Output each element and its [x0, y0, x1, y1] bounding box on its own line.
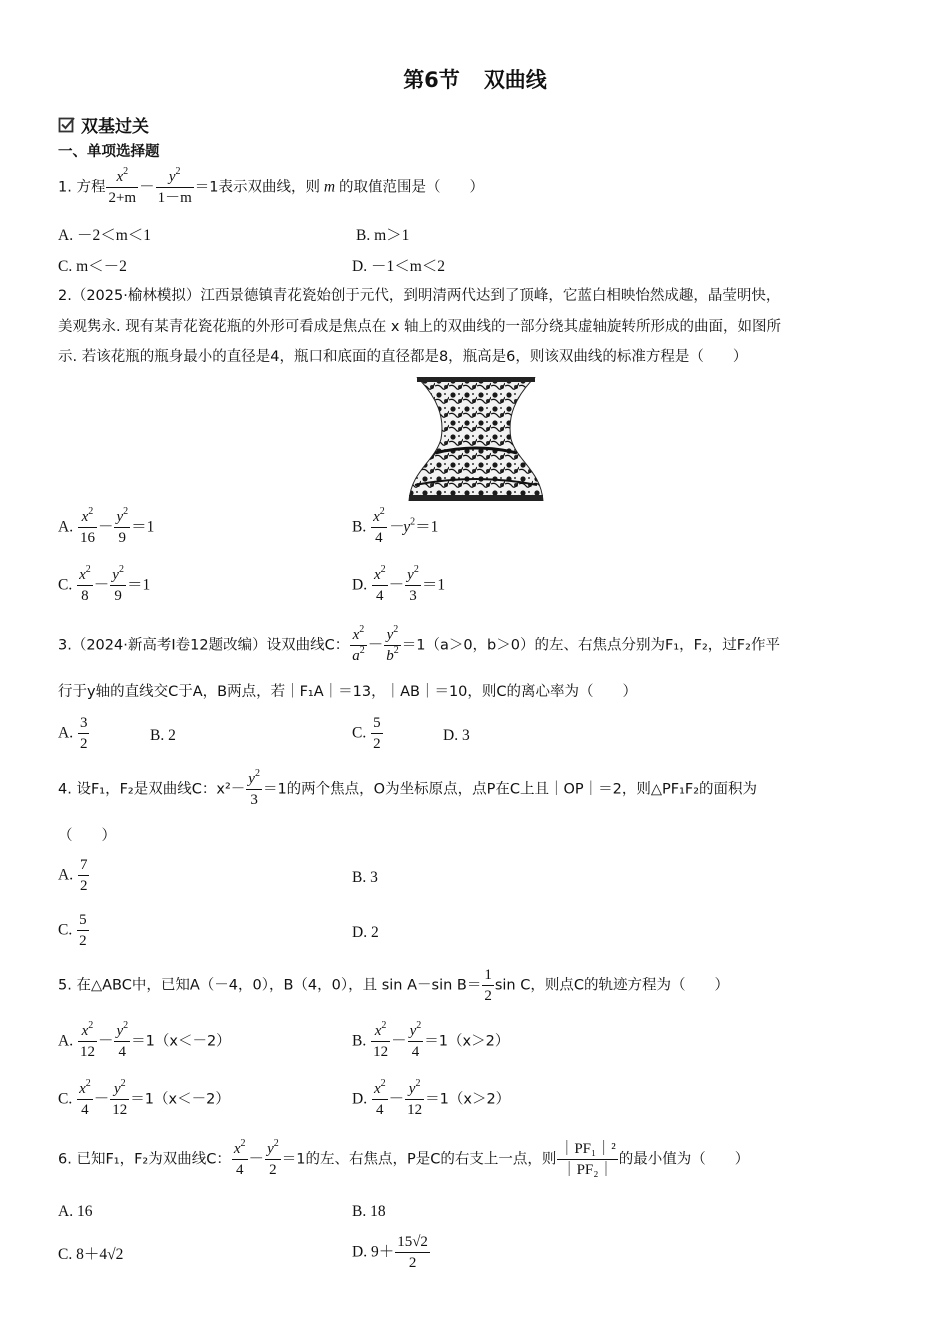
q2a-num1: x	[81, 509, 89, 525]
q2a-den1: 16	[78, 527, 97, 546]
q1-option-c: C. m＜－2	[58, 258, 127, 275]
q3a-label: A.	[58, 724, 74, 742]
q1-f1-num: x	[116, 169, 124, 185]
q4-option-b: B. 3	[352, 869, 378, 886]
q3c-num: 5	[373, 715, 381, 731]
q3-den1: a	[352, 648, 360, 664]
q6-post: ＝1的左、右焦点，P是C的右支上一点，则	[281, 1151, 557, 1168]
q2-line-3: 示. 若该花瓶的瓶身最小的直径是4，瓶口和底面的直径都是8，瓶高是6，则该双曲线的标准方程是（ ）	[58, 349, 748, 365]
question-5	[58, 968, 729, 1004]
q6-fden: ｜PF₂｜	[557, 1159, 617, 1178]
q5-option-d: D. $\frac{x^2}{4}$ － $\frac{y^2}{12}$ ＝1（x＞2）	[352, 1078, 511, 1118]
q2b-label: B.	[352, 518, 367, 536]
q3c-den: 2	[371, 733, 383, 752]
q6d-label: D. 9＋	[352, 1243, 395, 1261]
q5-den: 2	[482, 985, 494, 1004]
q3a-den: 2	[78, 733, 90, 752]
q2a-den2: 9	[114, 527, 130, 546]
q5d-den1: 4	[372, 1099, 388, 1118]
q3-option-d: D. 3	[443, 727, 470, 744]
q1-f1-den: 2+m	[106, 187, 138, 206]
q6-option-a: A. 16	[58, 1203, 93, 1220]
q5-option-a: A. $\frac{x^2}{12}$ － $\frac{y^2}{4}$ ＝1（x＜－2）	[58, 1020, 231, 1060]
q5c-den1: 4	[77, 1099, 93, 1118]
section-number: 第6节	[403, 68, 460, 92]
q2d-num1: x	[373, 567, 381, 583]
q2d-label: D.	[352, 576, 368, 594]
q6d-den: 2	[395, 1252, 430, 1271]
q1-f2-num: y	[168, 169, 176, 185]
q1-post2: 的取值范围是（ ）	[338, 179, 484, 196]
q4-option-d: D. 2	[352, 924, 379, 941]
q5c-label: C.	[58, 1090, 73, 1108]
question-4: 4. 设F₁，F₂是双曲线C：x²－ $\frac{y^2}{3}$ ＝1的两个焦点，O为坐标原点，点P在C上且｜OP｜＝2，则△PF₁F₂的面积为	[58, 768, 758, 808]
q3-pre: 3.（2024·新高考Ⅰ卷12题改编）设双曲线C：	[58, 637, 350, 654]
q4a-label: A.	[58, 866, 74, 884]
q2c-num1: x	[79, 567, 86, 583]
q1-frac-1: $\frac{x^2}{2+m}$	[108, 166, 137, 206]
q4c-num: 5	[79, 912, 87, 928]
q6-option-c: C. 8＋4√2	[58, 1246, 124, 1263]
q3a-num: 3	[79, 715, 88, 731]
q1-f2-den: 1－m	[156, 187, 194, 206]
q3-num2: y	[386, 627, 394, 643]
q6-option-b: B. 18	[352, 1203, 386, 1220]
q5b-label: B.	[352, 1032, 367, 1050]
q4-post: ＝1的两个焦点，O为坐标原点，点P在C上且｜OP｜＝2，则△PF₁F₂的面积为	[262, 781, 758, 798]
q5d-label: D.	[352, 1090, 368, 1108]
category-header	[58, 112, 149, 137]
vase-image	[407, 377, 545, 501]
q3c-label: C.	[352, 724, 367, 742]
q2-option-a: A. $\frac{x^2}{16}$ － $\frac{y^2}{9}$ ＝1	[58, 506, 155, 546]
q4-den: 3	[246, 789, 262, 808]
q2b-num1: x	[373, 509, 380, 525]
question-1: 1. 方程 $\frac{x^2}{2+m}$ － $\frac{y^2}{1-m}$ ＝1表示双曲线，则 m 的取值范围是（ ）	[58, 166, 484, 206]
q2c-num2: y	[112, 567, 119, 583]
q1-option-b: B. m＞1	[356, 227, 410, 244]
q6-post2: 的最小值为（ ）	[618, 1151, 750, 1168]
q2a-rhs: ＝1	[131, 518, 155, 536]
q2a-label: A.	[58, 518, 74, 536]
q5d-cond: ＝1（x＞2）	[425, 1091, 511, 1108]
q4-option-c	[58, 913, 90, 949]
q2b-rhs: ＝1	[415, 518, 439, 536]
q2b-tail: －y	[387, 518, 411, 536]
q2d-rhs: ＝1	[421, 576, 446, 594]
q3-option-c	[352, 716, 384, 752]
q5b-cond: ＝1（x＞2）	[424, 1033, 510, 1050]
q3-option-a	[58, 716, 90, 752]
q5-post: sin C，则点C的轨迹方程为（ ）	[494, 977, 729, 994]
section-topic: 双曲线	[483, 68, 547, 92]
q2c-den2: 9	[110, 585, 126, 604]
q5-option-b: B. $\frac{x^2}{12}$ － $\frac{y^2}{4}$ ＝1（x＞2）	[352, 1020, 510, 1060]
q1-option-d: D. －1＜m＜2	[352, 258, 446, 275]
q3-den2: b	[386, 648, 394, 664]
q2b-den1: 4	[371, 527, 387, 546]
q2a-num2: y	[116, 509, 124, 525]
q6-den1: 4	[232, 1159, 248, 1178]
q1-post: ＝1表示双曲线，则	[194, 179, 321, 196]
q3-post: ＝1（a＞0，b＞0）的左、右焦点分别为F₁，F₂，过F₂作平	[401, 637, 780, 654]
page-title	[0, 64, 950, 94]
q4c-label: C.	[58, 921, 73, 939]
q2-line-2: 美观隽永. 现有某青花瓷花瓶的外形可看成是焦点在 x 轴上的双曲线的一部分绕其虚轴旋转所形成的曲面，如图所	[58, 319, 782, 335]
q2d-den2: 3	[405, 585, 421, 604]
q6-pre: 6. 已知F₁，F₂为双曲线C：	[58, 1151, 231, 1168]
q4-line-2: （ ）	[58, 828, 116, 844]
q5-option-c: C. $\frac{x^2}{4}$ － $\frac{y^2}{12}$ ＝1（x＜－2）	[58, 1078, 230, 1118]
q5b-den1: 12	[371, 1041, 390, 1060]
q1-frac-2: $\frac{y^2}{1-m}$	[157, 166, 192, 206]
q4-num: y	[248, 771, 255, 787]
q5c-den2: 12	[110, 1099, 129, 1118]
question-6: 6. 已知F₁，F₂为双曲线C： $\frac{x^2}{4}$ － $\frac{y^2}{2}$ ＝1的左、右焦点，P是C的右支上一点，则 $\frac{\text{｜PF₁｜²}}{\text{｜PF₂｜}}$ 的最小值为（ ）	[58, 1138, 750, 1178]
q6d-num: 15√2	[397, 1234, 428, 1250]
q5a-den1: 12	[78, 1041, 97, 1060]
question-3: 3.（2024·新高考Ⅰ卷12题改编）设双曲线C： $\frac{x^2}{a^2}$ － $\frac{y^2}{b^2}$ ＝1（a＞0，b＞0）的左、右焦点分别为F₁，F₂，过F₂作平	[58, 624, 780, 664]
q4a-num: 7	[79, 857, 88, 873]
q1-pre: 1. 方程	[58, 179, 106, 196]
q5-num: 1	[484, 967, 492, 983]
q2-line-1: 2.（2025·榆林模拟）江西景德镇青花瓷始创于元代，到明清两代达到了顶峰，它蓝白相映怡然成趣，晶莹明快，	[58, 288, 781, 304]
q5a-den2: 4	[114, 1041, 130, 1060]
q1-var: m	[323, 178, 336, 196]
question-type-heading: 一、单项选择题	[58, 144, 160, 160]
q4-option-a	[58, 858, 90, 894]
q4-pre: 4. 设F₁，F₂是双曲线C：x²－	[58, 781, 246, 798]
q2c-label: C.	[58, 576, 73, 594]
q6-fnum: ｜PF₁｜²	[559, 1141, 616, 1157]
q5-pre: 5. 在△ABC中，已知A（－4，0），B（4，0），且 sin A－sin B＝	[58, 977, 482, 994]
q5b-den2: 4	[408, 1041, 424, 1060]
q3-line-2: 行于y轴的直线交C于A，B两点，若｜F₁A｜＝13，｜AB｜＝10，则C的离心率为（ ）	[58, 684, 638, 700]
q4c-den: 2	[77, 930, 89, 949]
category-label: 双基过关	[81, 117, 149, 137]
q2-option-b: B. $\frac{x^2}{4}$ $-y^2=1$	[352, 506, 439, 546]
q5d-den2: 12	[405, 1099, 424, 1118]
q3-option-b: B. 2	[150, 727, 176, 744]
q3-num1: x	[352, 627, 360, 643]
q1-option-a: A. －2＜m＜1	[58, 227, 152, 244]
q2d-num2: y	[407, 567, 414, 583]
q6-den2: 2	[265, 1159, 281, 1178]
q5c-cond: ＝1（x＜－2）	[130, 1091, 230, 1108]
checkbox-icon	[58, 116, 76, 134]
q2-option-c: C. $\frac{x^2}{8}$ － $\frac{y^2}{9}$ ＝1	[58, 564, 151, 604]
q4a-den: 2	[78, 875, 90, 894]
q5a-label: A.	[58, 1032, 74, 1050]
q2c-den1: 8	[77, 585, 93, 604]
q5a-cond: ＝1（x＜－2）	[131, 1033, 231, 1050]
q6-option-d	[352, 1235, 431, 1271]
q2c-rhs: ＝1	[126, 576, 151, 594]
q2-option-d: D. $\frac{x^2}{4}$ － $\frac{y^2}{3}$ ＝1	[352, 564, 446, 604]
q2d-den1: 4	[372, 585, 388, 604]
